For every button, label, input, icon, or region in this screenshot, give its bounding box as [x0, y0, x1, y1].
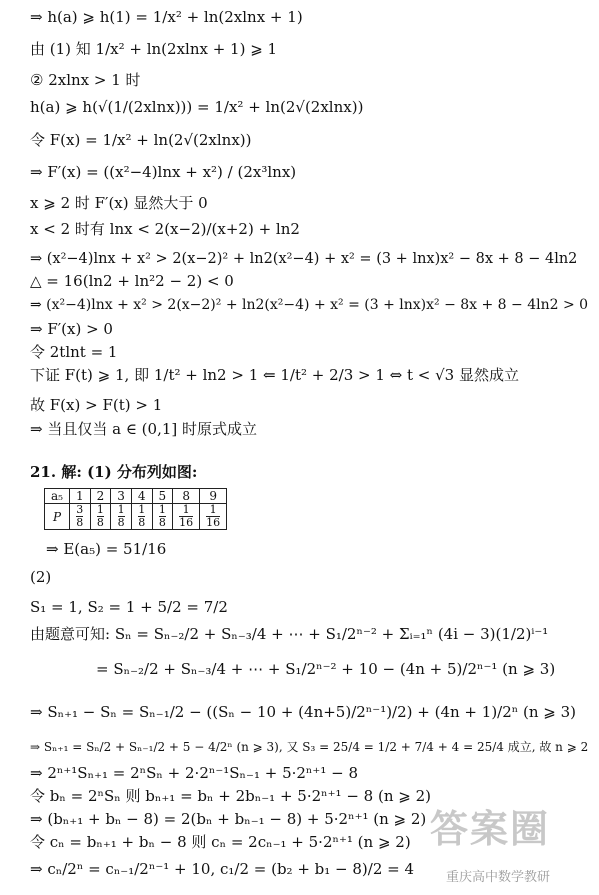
math-line: 令 2tlnt = 1	[30, 343, 118, 361]
table-header-row	[45, 489, 227, 504]
table-cell	[131, 504, 152, 530]
table-cell: 1	[69, 489, 90, 504]
fraction-denominator: 16	[206, 516, 221, 529]
fraction-numerator: 1	[138, 503, 146, 516]
math-line: ② 2xlnx > 1 时	[30, 71, 141, 89]
fraction-numerator: 1	[96, 503, 104, 516]
fraction-numerator: 1	[206, 504, 220, 517]
fraction-denominator: 8	[96, 516, 104, 529]
fraction-numerator: 1	[117, 503, 125, 516]
table-cell	[69, 504, 90, 530]
table-cell: 4	[131, 489, 152, 504]
table-cell	[173, 504, 200, 530]
table-cell: 2	[90, 489, 111, 504]
math-line: ⇒ E(a₅) = 51/16	[46, 540, 167, 558]
watermark-logo: 答案圈	[430, 807, 551, 851]
math-line: 令 F(x) = 1/x² + ln(2√(2xlnx))	[30, 131, 252, 149]
table-cell: 8	[173, 489, 200, 504]
math-line: x < 2 时有 lnx < 2(x−2)/(x+2) + ln2	[30, 220, 300, 238]
math-line: ⇒ Sₙ₊₁ = Sₙ/2 + Sₙ₋₁/2 + 5 − 4/2ⁿ (n ⩾ 3), 又 S₃ = 25/4 = 1/2 + 7/4 + 4 = 25/4 成立, 故 n ⩾ 2	[30, 740, 589, 754]
fraction-denominator: 8	[76, 516, 84, 529]
table-cell	[200, 504, 227, 530]
math-line: = Sₙ₋₂/2 + Sₙ₋₃/4 + ⋯ + S₁/2ⁿ⁻² + 10 − (4n + 5)/2ⁿ⁻¹ (n ⩾ 3)	[96, 660, 556, 678]
distribution-table	[44, 488, 227, 530]
math-line: ⇒ Sₙ₊₁ − Sₙ = Sₙ₋₁/2 − ((Sₙ − 10 + (4n+5)/2ⁿ⁻¹)/2) + (4n + 1)/2ⁿ (n ⩾ 3)	[30, 703, 577, 721]
math-line: 令 cₙ = bₙ₊₁ + bₙ − 8 则 cₙ = 2cₙ₋₁ + 5·2ⁿ⁺¹ (n ⩾ 2)	[30, 833, 411, 851]
table-cell: a₅	[45, 489, 70, 504]
table-cell	[90, 504, 111, 530]
table-cell: P	[45, 504, 70, 530]
table-cell	[152, 504, 173, 530]
fraction-denominator: 8	[117, 516, 125, 529]
table-cell	[111, 504, 132, 530]
table-prob-row	[45, 504, 227, 530]
math-line: (2)	[30, 568, 52, 586]
math-line: 故 F(x) > F(t) > 1	[30, 396, 163, 414]
fraction-numerator: 3	[76, 503, 84, 516]
watermark-text: 重庆高中数学教研	[446, 870, 551, 885]
math-line: 由题意可知: Sₙ = Sₙ₋₂/2 + Sₙ₋₃/4 + ⋯ + S₁/2ⁿ⁻² + Σᵢ₌₁ⁿ (4i − 3)(1/2)ⁱ⁻¹	[30, 625, 549, 643]
math-line: S₁ = 1, S₂ = 1 + 5/2 = 7/2	[30, 598, 228, 616]
math-line: 令 bₙ = 2ⁿSₙ 则 bₙ₊₁ = bₙ + 2bₙ₋₁ + 5·2ⁿ⁺¹ − 8 (n ⩾ 2)	[30, 787, 431, 805]
math-line: 由 (1) 知 1/x² + ln(2xlnx + 1) ⩾ 1	[30, 40, 278, 58]
table-cell: 3	[111, 489, 132, 504]
math-line: ⇒ (bₙ₊₁ + bₙ − 8) = 2(bₙ + bₙ₋₁ − 8) + 5·2ⁿ⁺¹ (n ⩾ 2)	[30, 810, 427, 828]
math-line: 下证 F(t) ⩾ 1, 即 1/t² + ln2 > 1 ⇐ 1/t² + 2/3 > 1 ⇔ t < √3 显然成立	[30, 366, 519, 384]
math-line: ⇒ cₙ/2ⁿ = cₙ₋₁/2ⁿ⁻¹ + 10, c₁/2 = (b₂ + b₁ − 8)/2 = 4	[30, 860, 415, 878]
fraction-numerator: 1	[158, 503, 166, 516]
math-line: ⇒ F′(x) = ((x²−4)lnx + x²) / (2x³lnx)	[30, 163, 297, 181]
math-line: ⇒ (x²−4)lnx + x² > 2(x−2)² + ln2(x²−4) + x² = (3 + lnx)x² − 8x + 8 − 4ln2 > 0	[30, 297, 589, 313]
table-cell: 9	[200, 489, 227, 504]
math-line: 21. 解: (1) 分布列如图:	[30, 463, 198, 481]
math-line: ⇒ h(a) ⩾ h(1) = 1/x² + ln(2xlnx + 1)	[30, 8, 303, 26]
math-line: △ = 16(ln2 + ln²2 − 2) < 0	[30, 272, 234, 290]
fraction-numerator: 1	[179, 504, 193, 517]
fraction-denominator: 8	[158, 516, 166, 529]
math-line: ⇒ 2ⁿ⁺¹Sₙ₊₁ = 2ⁿSₙ + 2·2ⁿ⁻¹Sₙ₋₁ + 5·2ⁿ⁺¹ − 8	[30, 764, 359, 782]
fraction-denominator: 16	[179, 516, 194, 529]
math-line: x ⩾ 2 时 F′(x) 显然大于 0	[30, 194, 208, 212]
math-line: h(a) ⩾ h(√(1/(2xlnx))) = 1/x² + ln(2√(2xlnx))	[30, 98, 364, 116]
math-line: ⇒ (x²−4)lnx + x² > 2(x−2)² + ln2(x²−4) + x² = (3 + lnx)x² − 8x + 8 − 4ln2	[30, 251, 578, 267]
math-line: ⇒ 当且仅当 a ∈ (0,1] 时原式成立	[30, 420, 258, 438]
math-line: ⇒ F′(x) > 0	[30, 320, 113, 338]
fraction-denominator: 8	[138, 516, 146, 529]
table-cell: 5	[152, 489, 173, 504]
